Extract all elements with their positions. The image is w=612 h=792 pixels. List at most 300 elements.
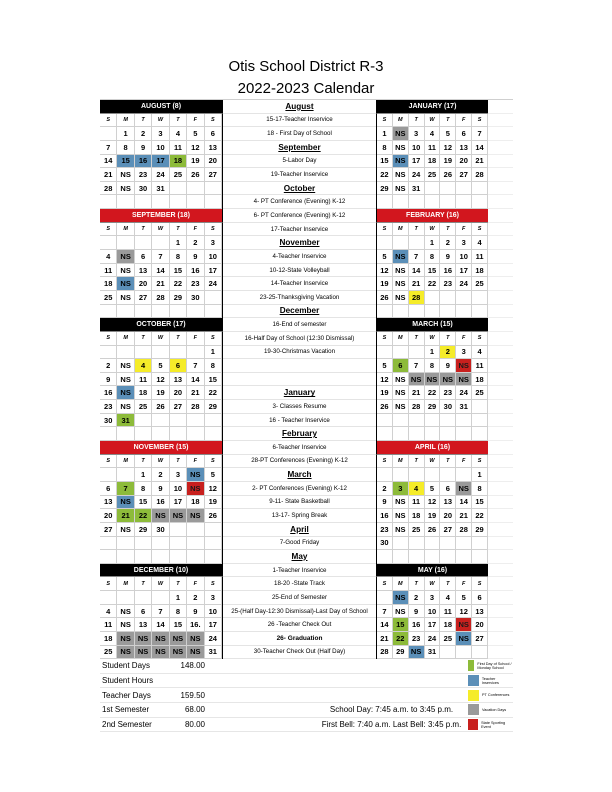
day-cell: 2 [409,591,425,605]
calendar-row [100,114,513,128]
spacer [488,100,513,114]
day-cell: 13 [170,373,187,387]
day-cell: 7 [100,141,117,155]
spacer [488,605,513,619]
calendar-row [100,264,513,278]
stat-value: 80.00 [184,720,205,730]
weekday-label: T [135,332,152,346]
day-cell: 8 [425,359,441,373]
calendar-row [100,482,513,496]
spacer [205,659,315,673]
day-cell [117,236,134,250]
day-cell: 1 [170,591,187,605]
weekday-label: S [472,577,488,591]
legend-item [468,688,513,702]
day-cell: 2 [440,236,456,250]
day-cell: 14 [152,618,169,632]
week-row [376,386,488,400]
day-cell: 26 [377,400,393,414]
day-cell: 14 [377,618,393,632]
spacer [488,182,513,196]
day-cell: 31 [205,646,222,660]
day-cell: NS [456,373,472,387]
day-cell: 2 [152,468,169,482]
day-cell: 7 [409,359,425,373]
month-header: DECEMBER (10) [100,564,223,578]
day-cell: 11 [170,141,187,155]
week-row [100,168,223,182]
day-cell: 28 [377,646,393,660]
blank-row [100,537,223,551]
month-heading: September [223,141,376,155]
empty-cell [170,195,187,209]
event-text: 26 -Teacher Check Out [223,618,376,632]
stat-label: Teacher Days [102,690,151,700]
day-cell: 3 [393,482,409,496]
empty-cell [472,414,488,428]
empty-cell [393,550,409,564]
empty-cell [409,427,425,441]
week-row [376,646,488,660]
calendar-row [100,346,513,360]
empty-cell [472,550,488,564]
day-cell: 9 [100,373,117,387]
month-heading: October [223,182,376,196]
day-cell [377,591,393,605]
spacer [488,496,513,510]
weekday-label: S [377,577,393,591]
event-text: 4- PT Conference (Evening) K-12 [223,195,376,209]
day-cell: 30 [440,400,456,414]
legend-label: Teacher Inservices [481,676,499,685]
stat-row [100,718,513,733]
blank-row [100,550,223,564]
day-cell: 15 [393,618,409,632]
week-row [376,496,488,510]
weekday-label: T [409,114,425,128]
empty-cell [440,550,456,564]
spacer [488,236,513,250]
calendar-row [100,605,513,619]
day-cell: 14 [152,264,169,278]
day-cell: NS [393,386,409,400]
day-cell: 17 [425,618,441,632]
weekday-label: S [205,114,222,128]
empty-cell [187,537,204,551]
day-cell: 20 [205,155,222,169]
day-cell [135,236,152,250]
legend-label: Vacation Days [482,707,507,712]
spacer [488,168,513,182]
page-title: Otis School District R-3 [228,58,384,75]
day-cell: 18 [472,264,488,278]
day-cell: 13 [205,141,222,155]
day-cell: 22 [377,168,393,182]
weekday-label: T [135,577,152,591]
day-cell: 5 [377,250,393,264]
spacer [315,688,468,702]
empty-cell [425,414,441,428]
weekday-label: M [117,455,134,469]
day-cell: 2 [135,127,152,141]
weekday-label: W [152,114,169,128]
day-cell: NS [187,632,204,646]
calendar-row [100,291,513,305]
empty-cell [425,195,441,209]
month-header: MARCH (15) [376,318,488,332]
day-cell: 4 [440,591,456,605]
empty-cell [377,195,393,209]
legend-swatch-icon [468,704,479,715]
month-heading: December [223,305,376,319]
weekday-label: W [152,332,169,346]
day-cell: 21 [117,509,134,523]
weekday-label: S [472,332,488,346]
weekday-row [100,223,223,237]
day-cell: 20 [472,618,488,632]
day-cell: 4 [100,605,117,619]
day-cell: 29 [377,182,393,196]
day-cell [377,346,393,360]
day-cell: 22 [425,386,441,400]
day-cell [377,468,393,482]
day-cell: 5 [456,591,472,605]
day-cell [393,537,409,551]
week-row [100,646,223,660]
week-row [100,632,223,646]
day-cell [117,346,134,360]
spacer [205,674,315,688]
calendar-row [100,277,513,291]
calendar-row [100,468,513,482]
day-cell: 27 [440,523,456,537]
event-text: 10-12-State Volleyball [223,264,376,278]
day-cell: 9 [377,496,393,510]
day-cell: NS [152,632,169,646]
day-cell: 12 [187,141,204,155]
day-cell: NS [152,509,169,523]
day-cell: 19 [425,509,441,523]
day-cell: NS [187,468,204,482]
week-row [376,632,488,646]
day-cell: 22 [393,632,409,646]
spacer [488,114,513,128]
day-cell: 13 [135,264,152,278]
empty-cell [170,537,187,551]
day-cell: 11 [409,496,425,510]
blank-row [100,195,223,209]
day-cell [170,346,187,360]
calendar-row [100,305,513,319]
day-cell [409,468,425,482]
day-cell: NS [170,509,187,523]
day-cell: NS [117,646,134,660]
event-text [223,359,376,373]
day-cell: 6 [456,127,472,141]
spacer [488,482,513,496]
day-cell: 3 [170,468,187,482]
blank-row [376,414,488,428]
weekday-label: T [409,223,425,237]
day-cell: 10 [205,250,222,264]
page-subtitle: 2022-2023 Calendar [237,80,375,97]
day-cell: 21 [409,277,425,291]
day-cell: 24 [425,632,441,646]
week-row [376,400,488,414]
day-cell: NS [117,277,134,291]
calendar-row [100,223,513,237]
day-cell: 18 [100,277,117,291]
day-cell: 5 [152,359,169,373]
day-cell: 18 [472,373,488,387]
day-cell: NS [393,141,409,155]
day-cell: 10 [425,605,441,619]
day-cell: 29 [393,646,409,660]
day-cell: 31 [456,400,472,414]
day-cell [170,182,187,196]
month-header: APRIL (16) [376,441,488,455]
event-text: 30-Teacher Check Out (Half Day) [223,646,376,660]
empty-cell [135,305,152,319]
day-cell: 20 [135,277,152,291]
week-row [376,264,488,278]
legend-label: State Sporting Event [481,720,506,729]
day-cell: 17 [152,155,169,169]
day-cell: 29 [472,523,488,537]
day-cell: 8 [472,482,488,496]
event-text: 17-Teacher Inservice [223,223,376,237]
day-cell [117,591,134,605]
empty-cell [440,427,456,441]
day-cell: 16 [377,509,393,523]
empty-cell [205,195,222,209]
day-cell: NS [170,632,187,646]
day-cell: 1 [135,468,152,482]
weekday-label: T [409,577,425,591]
day-cell [440,468,456,482]
day-cell: 29 [135,523,152,537]
day-cell: 27 [170,400,187,414]
day-cell [152,236,169,250]
day-cell [456,646,472,660]
day-cell [472,291,488,305]
spacer [488,359,513,373]
empty-cell [135,195,152,209]
day-cell: 4 [135,359,152,373]
day-cell: 30 [377,537,393,551]
empty-cell [377,414,393,428]
weekday-label: S [472,455,488,469]
month-header: OCTOBER (17) [100,318,223,332]
day-cell: 13 [472,605,488,619]
spacer [488,632,513,646]
empty-cell [393,427,409,441]
day-cell: 10 [456,250,472,264]
day-cell [170,414,187,428]
spacer [488,550,513,564]
day-cell: 18 [187,496,204,510]
calendar-grid [100,99,513,659]
spacer [205,703,315,717]
spacer [488,332,513,346]
day-cell [472,400,488,414]
week-row [376,277,488,291]
event-text: 16-Half Day of School (12:30 Dismissal) [223,332,376,346]
day-cell: 17 [170,496,187,510]
day-cell: 6 [472,591,488,605]
day-cell: NS [393,182,409,196]
day-cell: 18 [425,155,441,169]
blank-row [376,550,488,564]
empty-cell [440,195,456,209]
day-cell: 7 [152,605,169,619]
stat-row [100,688,513,703]
weekday-row [376,332,488,346]
weekday-label: T [440,332,456,346]
day-cell: 3 [152,127,169,141]
weekday-label: S [377,332,393,346]
weekday-label: S [205,332,222,346]
day-cell: NS [117,386,134,400]
week-row [376,482,488,496]
day-cell: 24 [152,168,169,182]
calendar-row [100,386,513,400]
day-cell: 6 [393,359,409,373]
weekday-label: S [100,223,117,237]
day-cell: 11 [100,618,117,632]
spacer [488,618,513,632]
day-cell: 31 [117,414,134,428]
day-cell: 16 [440,264,456,278]
day-cell: 3 [456,236,472,250]
day-cell: 1 [170,236,187,250]
day-cell [187,523,204,537]
weekday-label: S [100,577,117,591]
weekday-label: M [117,332,134,346]
day-cell: NS [393,373,409,387]
day-cell: 12 [456,605,472,619]
weekday-label: F [187,455,204,469]
spacer [488,127,513,141]
spacer [488,441,513,455]
empty-cell [152,305,169,319]
day-cell: 20 [440,509,456,523]
week-row [376,291,488,305]
day-cell: 26 [152,400,169,414]
spacer [488,291,513,305]
day-cell: 15 [117,155,134,169]
month-header: JANUARY (17) [376,100,488,114]
spacer [488,591,513,605]
weekday-label: T [170,223,187,237]
day-cell: 19 [187,155,204,169]
weekday-label: S [205,455,222,469]
calendar-row [100,523,513,537]
day-cell: 7 [187,359,204,373]
empty-cell [440,414,456,428]
day-cell: 25 [170,168,187,182]
day-cell: 11 [472,359,488,373]
day-cell: 16 [152,496,169,510]
weekday-label: F [187,223,204,237]
empty-cell [409,550,425,564]
week-row [376,168,488,182]
empty-cell [377,550,393,564]
empty-cell [187,550,204,564]
blank-row [100,305,223,319]
calendar-row [100,236,513,250]
day-cell: 11 [440,605,456,619]
empty-cell [187,427,204,441]
week-row [100,400,223,414]
day-cell: 21 [187,386,204,400]
day-cell: 8 [425,250,441,264]
weekday-label: T [409,455,425,469]
day-cell: NS [117,605,134,619]
calendar-row [100,141,513,155]
week-row [376,182,488,196]
day-cell [135,346,152,360]
week-row [376,523,488,537]
calendar-row [100,359,513,373]
day-cell: 10 [152,141,169,155]
day-cell: 23 [440,386,456,400]
day-cell: 12 [205,482,222,496]
legend-item [468,703,513,717]
day-cell [409,346,425,360]
empty-cell [100,427,117,441]
day-cell: 12 [440,141,456,155]
day-cell: 26 [187,168,204,182]
day-cell: 13 [456,141,472,155]
day-cell: 21 [377,632,393,646]
calendar-row [100,168,513,182]
day-cell: 28 [100,182,117,196]
blank-row [376,427,488,441]
spacer [488,318,513,332]
day-cell [440,537,456,551]
month-heading: April [223,523,376,537]
day-cell: NS [117,632,134,646]
weekday-label: W [152,223,169,237]
weekday-label: M [393,455,409,469]
spacer [488,346,513,360]
day-cell [205,414,222,428]
day-cell: 7 [377,605,393,619]
legend-swatch-icon [468,690,479,701]
day-cell: 3 [205,236,222,250]
weekday-label: F [456,455,472,469]
day-cell [425,291,441,305]
stat-row [100,674,513,689]
day-cell: 22 [205,386,222,400]
day-cell: NS [409,373,425,387]
day-cell: 30 [152,523,169,537]
event-text: 19-30-Christmas Vacation [223,346,376,360]
day-cell [393,236,409,250]
day-cell: NS [393,264,409,278]
calendar-row [100,564,513,578]
weekday-label: W [425,332,441,346]
week-row [100,264,223,278]
spacer [488,277,513,291]
day-cell: 15 [472,496,488,510]
bell-text: First Bell: 7:40 a.m. Last Bell: 3:45 p.m. [321,720,462,730]
day-cell: NS [117,264,134,278]
blank-row [376,195,488,209]
empty-cell [117,305,134,319]
day-cell: 9 [440,250,456,264]
